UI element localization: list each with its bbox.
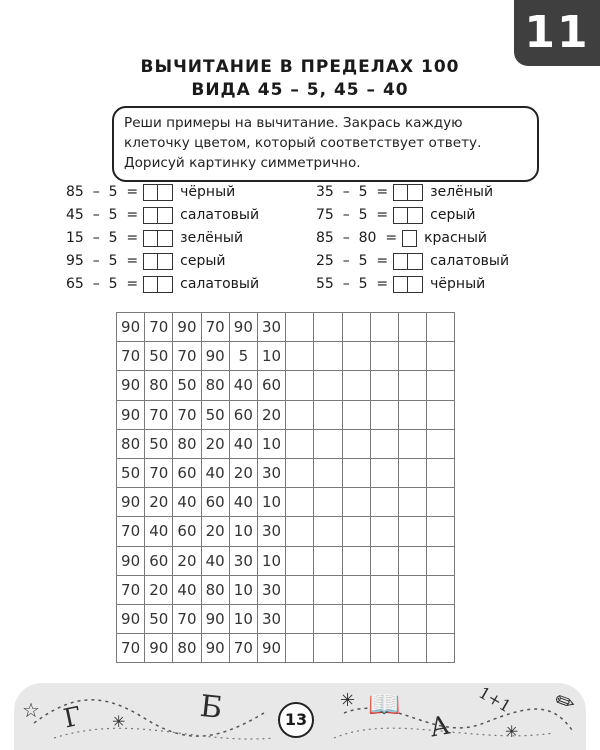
grid-cell[interactable]: 40 [229, 371, 257, 400]
grid-cell[interactable] [286, 313, 314, 342]
grid-cell[interactable] [286, 634, 314, 663]
grid-cell[interactable]: 10 [257, 488, 285, 517]
answer-boxes[interactable] [143, 207, 173, 224]
grid-cell[interactable]: 5 [229, 342, 257, 371]
grid-cell[interactable] [370, 634, 398, 663]
grid-cell[interactable] [314, 488, 342, 517]
exercise-row [66, 182, 235, 202]
grid-cell[interactable]: 90 [229, 313, 257, 342]
grid-cell[interactable] [342, 517, 370, 546]
grid-cell[interactable]: 40 [201, 546, 229, 575]
grid-cell[interactable]: 30 [257, 575, 285, 604]
grid-cell[interactable]: 90 [117, 488, 145, 517]
answer-digit-box[interactable] [393, 184, 408, 201]
grid-cell[interactable]: 20 [145, 575, 173, 604]
grid-cell[interactable]: 70 [117, 634, 145, 663]
grid-cell[interactable]: 30 [257, 604, 285, 633]
answer-boxes[interactable] [402, 230, 417, 247]
exercise-expression: 55 – 5 = [316, 276, 389, 292]
answer-boxes[interactable] [393, 253, 423, 270]
grid-cell[interactable] [398, 575, 426, 604]
grid-cell[interactable] [370, 371, 398, 400]
grid-row [117, 634, 455, 663]
grid-cell[interactable]: 70 [173, 400, 201, 429]
answer-boxes[interactable] [393, 184, 423, 201]
grid-row [117, 371, 455, 400]
page-number: 13 [278, 702, 314, 738]
footer-letter-a: А [427, 710, 453, 744]
grid-cell[interactable]: 80 [201, 371, 229, 400]
grid-cell[interactable]: 10 [229, 575, 257, 604]
grid-cell[interactable]: 20 [257, 400, 285, 429]
grid-cell[interactable]: 60 [173, 458, 201, 487]
grid-cell[interactable]: 80 [173, 634, 201, 663]
grid-cell[interactable] [370, 400, 398, 429]
grid-cell[interactable]: 60 [201, 488, 229, 517]
answer-digit-box[interactable] [408, 253, 423, 270]
grid-row [117, 517, 455, 546]
grid-cell[interactable] [314, 458, 342, 487]
grid-cell[interactable] [398, 546, 426, 575]
answer-boxes[interactable] [393, 276, 423, 293]
answer-digit-box[interactable] [408, 276, 423, 293]
grid-cell[interactable]: 80 [201, 575, 229, 604]
grid-cell[interactable] [286, 458, 314, 487]
grid-cell[interactable]: 90 [201, 604, 229, 633]
grid-cell[interactable]: 70 [173, 342, 201, 371]
grid-cell[interactable]: 80 [173, 429, 201, 458]
grid-cell[interactable]: 20 [145, 488, 173, 517]
grid-cell[interactable]: 80 [117, 429, 145, 458]
exercise-row [316, 205, 476, 225]
exercise-expression: 75 – 5 = [316, 207, 389, 223]
footer-letter-g: Г [61, 701, 85, 735]
grid-cell[interactable] [286, 429, 314, 458]
answer-digit-box[interactable] [393, 253, 408, 270]
grid-cell[interactable] [342, 313, 370, 342]
answer-digit-box[interactable] [158, 184, 173, 201]
answer-boxes[interactable] [393, 207, 423, 224]
grid-cell[interactable]: 10 [257, 342, 285, 371]
grid-cell[interactable] [427, 604, 455, 633]
grid-cell[interactable]: 70 [145, 313, 173, 342]
grid-cell[interactable]: 20 [201, 517, 229, 546]
color-label: серый [180, 253, 226, 269]
grid-cell[interactable]: 50 [145, 429, 173, 458]
grid-cell[interactable] [342, 371, 370, 400]
grid-cell[interactable]: 70 [229, 634, 257, 663]
grid-cell[interactable] [342, 488, 370, 517]
grid-cell[interactable] [370, 575, 398, 604]
grid-cell[interactable] [370, 546, 398, 575]
grid-cell[interactable]: 20 [173, 546, 201, 575]
answer-digit-box[interactable] [158, 276, 173, 293]
grid-cell[interactable]: 30 [257, 517, 285, 546]
grid-cell[interactable]: 80 [145, 371, 173, 400]
grid-cell[interactable]: 30 [257, 458, 285, 487]
exercise-expression: 95 – 5 = [66, 253, 139, 269]
answer-digit-box[interactable] [402, 230, 417, 247]
grid-cell[interactable]: 90 [201, 634, 229, 663]
grid-cell[interactable] [427, 342, 455, 371]
grid-cell[interactable] [342, 429, 370, 458]
grid-cell[interactable]: 90 [117, 604, 145, 633]
grid-cell[interactable] [370, 458, 398, 487]
grid-row [117, 400, 455, 429]
grid-cell[interactable] [427, 429, 455, 458]
grid-cell[interactable]: 60 [229, 400, 257, 429]
grid-cell[interactable]: 50 [173, 371, 201, 400]
grid-cell[interactable] [370, 313, 398, 342]
grid-row [117, 342, 455, 371]
page-title-line1: ВЫЧИТАНИЕ В ПРЕДЕЛАХ 100 [140, 57, 460, 77]
grid-cell[interactable]: 40 [201, 458, 229, 487]
grid-cell[interactable] [398, 400, 426, 429]
answer-digit-box[interactable] [143, 207, 158, 224]
grid-row [117, 604, 455, 633]
grid-cell[interactable] [398, 634, 426, 663]
grid-cell[interactable] [342, 458, 370, 487]
grid-cell[interactable]: 30 [229, 546, 257, 575]
grid-cell[interactable] [286, 488, 314, 517]
answer-digit-box[interactable] [158, 253, 173, 270]
grid-cell[interactable] [314, 575, 342, 604]
grid-cell[interactable] [314, 517, 342, 546]
grid-cell[interactable]: 60 [145, 546, 173, 575]
answer-digit-box[interactable] [393, 276, 408, 293]
grid-cell[interactable] [314, 429, 342, 458]
task-instructions-box [112, 106, 539, 182]
grid-cell[interactable]: 40 [145, 517, 173, 546]
grid-cell[interactable] [427, 458, 455, 487]
coloring-grid [116, 312, 455, 663]
grid-cell[interactable]: 90 [201, 342, 229, 371]
grid-cell[interactable] [427, 313, 455, 342]
exercise-row [316, 228, 487, 248]
grid-cell[interactable]: 70 [145, 458, 173, 487]
color-label: салатовый [430, 253, 510, 269]
answer-digit-box[interactable] [158, 207, 173, 224]
grid-cell[interactable]: 10 [257, 429, 285, 458]
grid-cell[interactable]: 90 [257, 634, 285, 663]
grid-cell[interactable]: 70 [117, 517, 145, 546]
grid-cell[interactable]: 50 [145, 604, 173, 633]
grid-cell[interactable]: 20 [229, 458, 257, 487]
page-title-line2: ВИДА 45 – 5, 45 – 40 [191, 80, 409, 100]
color-label: серый [430, 207, 476, 223]
grid-cell[interactable] [342, 546, 370, 575]
grid-row [117, 575, 455, 604]
answer-digit-box[interactable] [393, 207, 408, 224]
star-icon: ✳ [505, 722, 519, 741]
grid-cell[interactable]: 90 [117, 313, 145, 342]
grid-cell[interactable] [398, 458, 426, 487]
grid-cell[interactable] [286, 575, 314, 604]
grid-cell[interactable] [398, 488, 426, 517]
grid-cell[interactable] [314, 313, 342, 342]
grid-cell[interactable] [342, 634, 370, 663]
exercise-row [316, 251, 509, 271]
grid-cell[interactable] [342, 575, 370, 604]
grid-cell[interactable] [286, 400, 314, 429]
grid-cell[interactable]: 90 [173, 313, 201, 342]
grid-cell[interactable] [370, 429, 398, 458]
grid-cell[interactable] [427, 517, 455, 546]
grid-cell[interactable]: 70 [173, 604, 201, 633]
grid-cell[interactable] [314, 400, 342, 429]
grid-cell[interactable] [342, 604, 370, 633]
grid-cell[interactable]: 70 [117, 575, 145, 604]
answer-digit-box[interactable] [143, 253, 158, 270]
grid-cell[interactable]: 40 [173, 488, 201, 517]
answer-digit-box[interactable] [143, 276, 158, 293]
grid-cell[interactable] [398, 604, 426, 633]
book-icon: 📖 [368, 690, 401, 720]
grid-cell[interactable] [286, 517, 314, 546]
exercise-expression: 35 – 5 = [316, 184, 389, 200]
grid-cell[interactable]: 90 [117, 546, 145, 575]
exercise-expression: 45 – 5 = [66, 207, 139, 223]
grid-cell[interactable] [398, 313, 426, 342]
grid-row [117, 488, 455, 517]
answer-boxes[interactable] [143, 184, 173, 201]
grid-cell[interactable] [427, 488, 455, 517]
answer-digit-box[interactable] [143, 230, 158, 247]
grid-cell[interactable]: 90 [117, 400, 145, 429]
grid-cell[interactable] [286, 342, 314, 371]
color-label: салатовый [180, 276, 260, 292]
grid-cell[interactable]: 40 [173, 575, 201, 604]
grid-cell[interactable] [370, 342, 398, 371]
grid-cell[interactable] [314, 546, 342, 575]
grid-cell[interactable]: 40 [229, 429, 257, 458]
answer-digit-box[interactable] [158, 230, 173, 247]
star-icon: ✳ [112, 712, 126, 731]
grid-cell[interactable] [314, 342, 342, 371]
grid-cell[interactable]: 60 [173, 517, 201, 546]
grid-cell[interactable] [398, 517, 426, 546]
color-label: зелёный [430, 184, 494, 200]
grid-row [117, 313, 455, 342]
color-label: чёрный [430, 276, 486, 292]
color-label: зелёный [180, 230, 244, 246]
grid-cell[interactable] [427, 546, 455, 575]
grid-cell[interactable] [398, 342, 426, 371]
exercise-row [66, 205, 259, 225]
exercise-row [66, 274, 259, 294]
exercise-row [316, 274, 485, 294]
grid-cell[interactable] [342, 400, 370, 429]
section-number-tab: 11 [514, 0, 600, 66]
grid-cell[interactable] [398, 429, 426, 458]
grid-cell[interactable]: 50 [117, 458, 145, 487]
exercise-row [316, 182, 493, 202]
grid-cell[interactable]: 10 [229, 517, 257, 546]
grid-cell[interactable]: 50 [145, 342, 173, 371]
grid-cell[interactable]: 20 [201, 429, 229, 458]
answer-boxes[interactable] [143, 230, 173, 247]
grid-cell[interactable] [370, 488, 398, 517]
answer-digit-box[interactable] [408, 184, 423, 201]
color-label: красный [424, 230, 487, 246]
exercise-row [66, 251, 226, 271]
grid-cell[interactable] [427, 575, 455, 604]
answer-boxes[interactable] [143, 253, 173, 270]
star-icon: ☆ [22, 698, 40, 722]
grid-cell[interactable] [286, 604, 314, 633]
grid-row [117, 458, 455, 487]
answer-boxes[interactable] [143, 276, 173, 293]
grid-cell[interactable]: 70 [201, 313, 229, 342]
grid-cell[interactable]: 70 [117, 342, 145, 371]
color-label: салатовый [180, 207, 260, 223]
grid-cell[interactable]: 90 [117, 371, 145, 400]
grid-cell[interactable] [286, 371, 314, 400]
exercise-expression: 15 – 5 = [66, 230, 139, 246]
grid-cell[interactable]: 50 [201, 400, 229, 429]
grid-cell[interactable] [370, 517, 398, 546]
grid-row [117, 546, 455, 575]
star-icon: ✳ [340, 690, 356, 711]
grid-cell[interactable] [314, 634, 342, 663]
footer-letter-b: Б [198, 688, 224, 727]
footer-math-sign: 1+1 [475, 682, 515, 717]
task-text: Реши примеры на вычитание. Закрась каждую клеточку цветом, который соответствует ответу. Дорисуй картинку симметрично. [124, 115, 482, 171]
grid-cell[interactable] [398, 371, 426, 400]
color-label: чёрный [180, 184, 236, 200]
grid-row [117, 429, 455, 458]
grid-cell[interactable] [314, 604, 342, 633]
grid-cell[interactable]: 10 [229, 604, 257, 633]
answer-digit-box[interactable] [408, 207, 423, 224]
grid-cell[interactable] [370, 604, 398, 633]
exercise-row [66, 228, 243, 248]
exercise-expression: 25 – 5 = [316, 253, 389, 269]
grid-cell[interactable]: 40 [229, 488, 257, 517]
grid-cell[interactable] [342, 342, 370, 371]
grid-cell[interactable]: 90 [145, 634, 173, 663]
grid-cell[interactable] [286, 546, 314, 575]
grid-cell[interactable] [427, 371, 455, 400]
exercise-expression: 85 – 5 = [66, 184, 139, 200]
pencil-icon: ✏ [550, 685, 580, 719]
exercise-expression: 85 – 80 = [316, 230, 398, 246]
grid-cell[interactable]: 60 [257, 371, 285, 400]
exercise-expression: 65 – 5 = [66, 276, 139, 292]
grid-cell[interactable] [427, 634, 455, 663]
grid-cell[interactable] [427, 400, 455, 429]
grid-cell[interactable] [314, 371, 342, 400]
grid-cell[interactable]: 30 [257, 313, 285, 342]
grid-cell[interactable]: 70 [145, 400, 173, 429]
answer-digit-box[interactable] [143, 184, 158, 201]
grid-cell[interactable]: 10 [257, 546, 285, 575]
